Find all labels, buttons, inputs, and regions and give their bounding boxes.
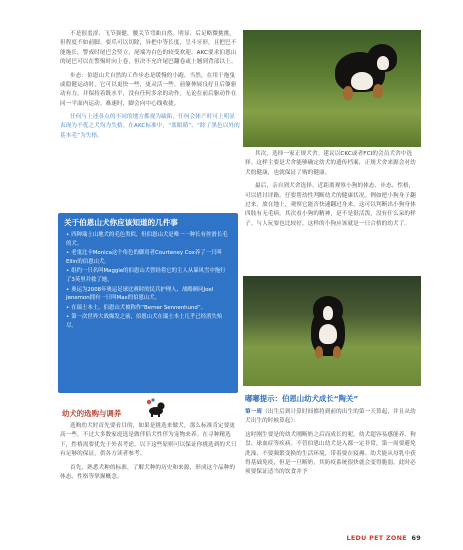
right-column-text — [245, 150, 420, 233]
selection-text — [60, 422, 240, 486]
paragraph-purpose: 选购幼犬时首先要看目的，如果是挑选来做犬，那么标准肯定要更高一些，不过大多数家庭选是做伴侣犬性伴为宠物来养。在寻种精选下，性格需要优先于外表考虑。以下这些原则可以保证你挑选到的犬只有足够的保证，供各方读者参考。 — [60, 423, 237, 458]
tip-note: （出生后到计算时间都将到前的出生的第一天算起，并且从幼犬出生的时候算起）： — [245, 409, 416, 425]
paragraph-inspection: 最后，亲自到犬舍选择。近距离观察小狗的体态、步态、性格，可以借讨评路。仔要帮幼性判断幼犬的健康状况。例如把小狗身子翻过来，放在地上，观察它能否快速翻过身来，这可以判断出小狗身体四肢有无毛病。其次看小狗的精神，是不是很活泼，没有什么呆的样子。与人玩耍也比较好，这样的小狗应该就是一只合格的幼犬了。 — [245, 183, 416, 227]
sidebar-item: • 在瑞士本土，伯恩山犬被称作“Berner Sennenhund”。 — [66, 304, 230, 313]
paragraph-week-one — [245, 408, 421, 427]
sidebar-title: 关于伯恩山犬你应该知道的几件事 — [64, 218, 178, 227]
page-number: 69 — [411, 534, 421, 542]
tip-text — [245, 408, 421, 482]
sidebar-item: • 第一次世界大战爆发之前，伯恩山犬在瑞士本土几乎已经消失殆尽。 — [66, 313, 230, 330]
puppy-muzzle — [377, 56, 389, 70]
puppy-paw — [333, 346, 341, 358]
paragraph-appearance: 不是很羞涩、飞节强健，腰关节弯曲自然。明显、后足略微挑挑，但程度不如前脚。要爪可以切除，异把中等长度，呈斗牙形，且把巴不能拖长，警戒时尾巴会竖立，尾端为白色的较受欢迎。AKC要求伯恩山的尾巴可以在警惕时向上卷，但决不允许尾巴翻卷或上翘到背部以上。 — [60, 31, 237, 66]
paragraph-gait: 步态：伯恩山犬自然的工作步态是缓慢的小跑。当然，在用于拖曳或稳健运动时，它可以更快一些，更灵活一些。前躯伸展良好且后躯驱动有力，并保持着既水平，没有任何多余的动作，无论在前后躯动作在同一平面内运动。难速时，脚会向中心线收拢。 — [60, 72, 237, 107]
puppy-photo-sitting — [243, 276, 421, 386]
puppy-paw — [315, 346, 323, 358]
tip-lead: 第一周 — [245, 409, 263, 415]
sidebar-list — [58, 231, 238, 331]
page-footer — [346, 534, 421, 542]
facts-sidebar — [58, 213, 238, 393]
sidebar-item: • 奥运为2008年奥运足球比赛时的民兵护理人、战略顾问Joel Jenemon拥有一只叫Max的伯恩山犬。 — [66, 286, 230, 303]
footer-brand: LEDU PET ZONE — [346, 534, 407, 542]
dog-silhouette-icon — [145, 397, 167, 419]
paragraph-care: 这时刚生要是的幼犬刚断奶之后而成长的呢，幼犬超容易感能养、狗盘、球血症等疾病。不管伯恩山幼犬是入都一定非常，第一周要避免洗澡，不要频繁变换的生活环境，带着要在寝褥。幼犬能从母乳中获得基础免疫，但是一旦断奶，其防疫系统很快就会变得脆弱，此时必须要保证适当的饮食并予 — [245, 431, 416, 476]
left-column-text — [60, 30, 240, 141]
sidebar-item: • 组约一只名叫Maggie的伯恩山犬曾经将它的主人从暴风雪中拖行了3英里并救了她。 — [66, 267, 230, 284]
section-heading: 幼犬的选购与调养 — [62, 409, 122, 418]
puppy-leg — [373, 84, 383, 98]
sidebar-item: • 老鬼比卡Monica这个角色的御用者Courteney Cox养了一只叫Ellin的伯恩山犬。 — [66, 249, 230, 266]
puppy-photo-running — [243, 30, 421, 147]
tip-heading: 嘟嘟提示：伯恩山幼犬成长“陶关” — [245, 394, 359, 403]
puppy-chest — [351, 72, 373, 90]
sidebar-item: • 四种瑞士山地犬的毛色类似，但伯恩山犬是唯一一种长有丝滑长毛的犬。 — [66, 231, 230, 248]
puppy-muzzle — [323, 306, 333, 320]
puppy-leg — [343, 86, 353, 100]
puppy-chest — [319, 324, 337, 344]
paragraph-kennel: 其次，选择一家正规犬舍。建议以CKC或者FCI的会员犬舍中选择。这样主要是犬舍能够确定幼犬的遗传档案，正规犬舍来源会对幼犬的健康，也就保证了购的健康。 — [245, 151, 416, 176]
paragraph-standard: 首先，熟悉犬种的标准，了解犬种的历史和来源，形成这个品种的体态、性格等掌握概念。 — [60, 464, 236, 481]
disqualification-note: 任何与上述各点的不同的地方都视为缺陷，任何会体产时可上明显表现为不优之犬均为失格。在AKC标准中，“蓝眼睛”、“除了黑色以外的基本毛”为失格。 — [60, 114, 240, 139]
